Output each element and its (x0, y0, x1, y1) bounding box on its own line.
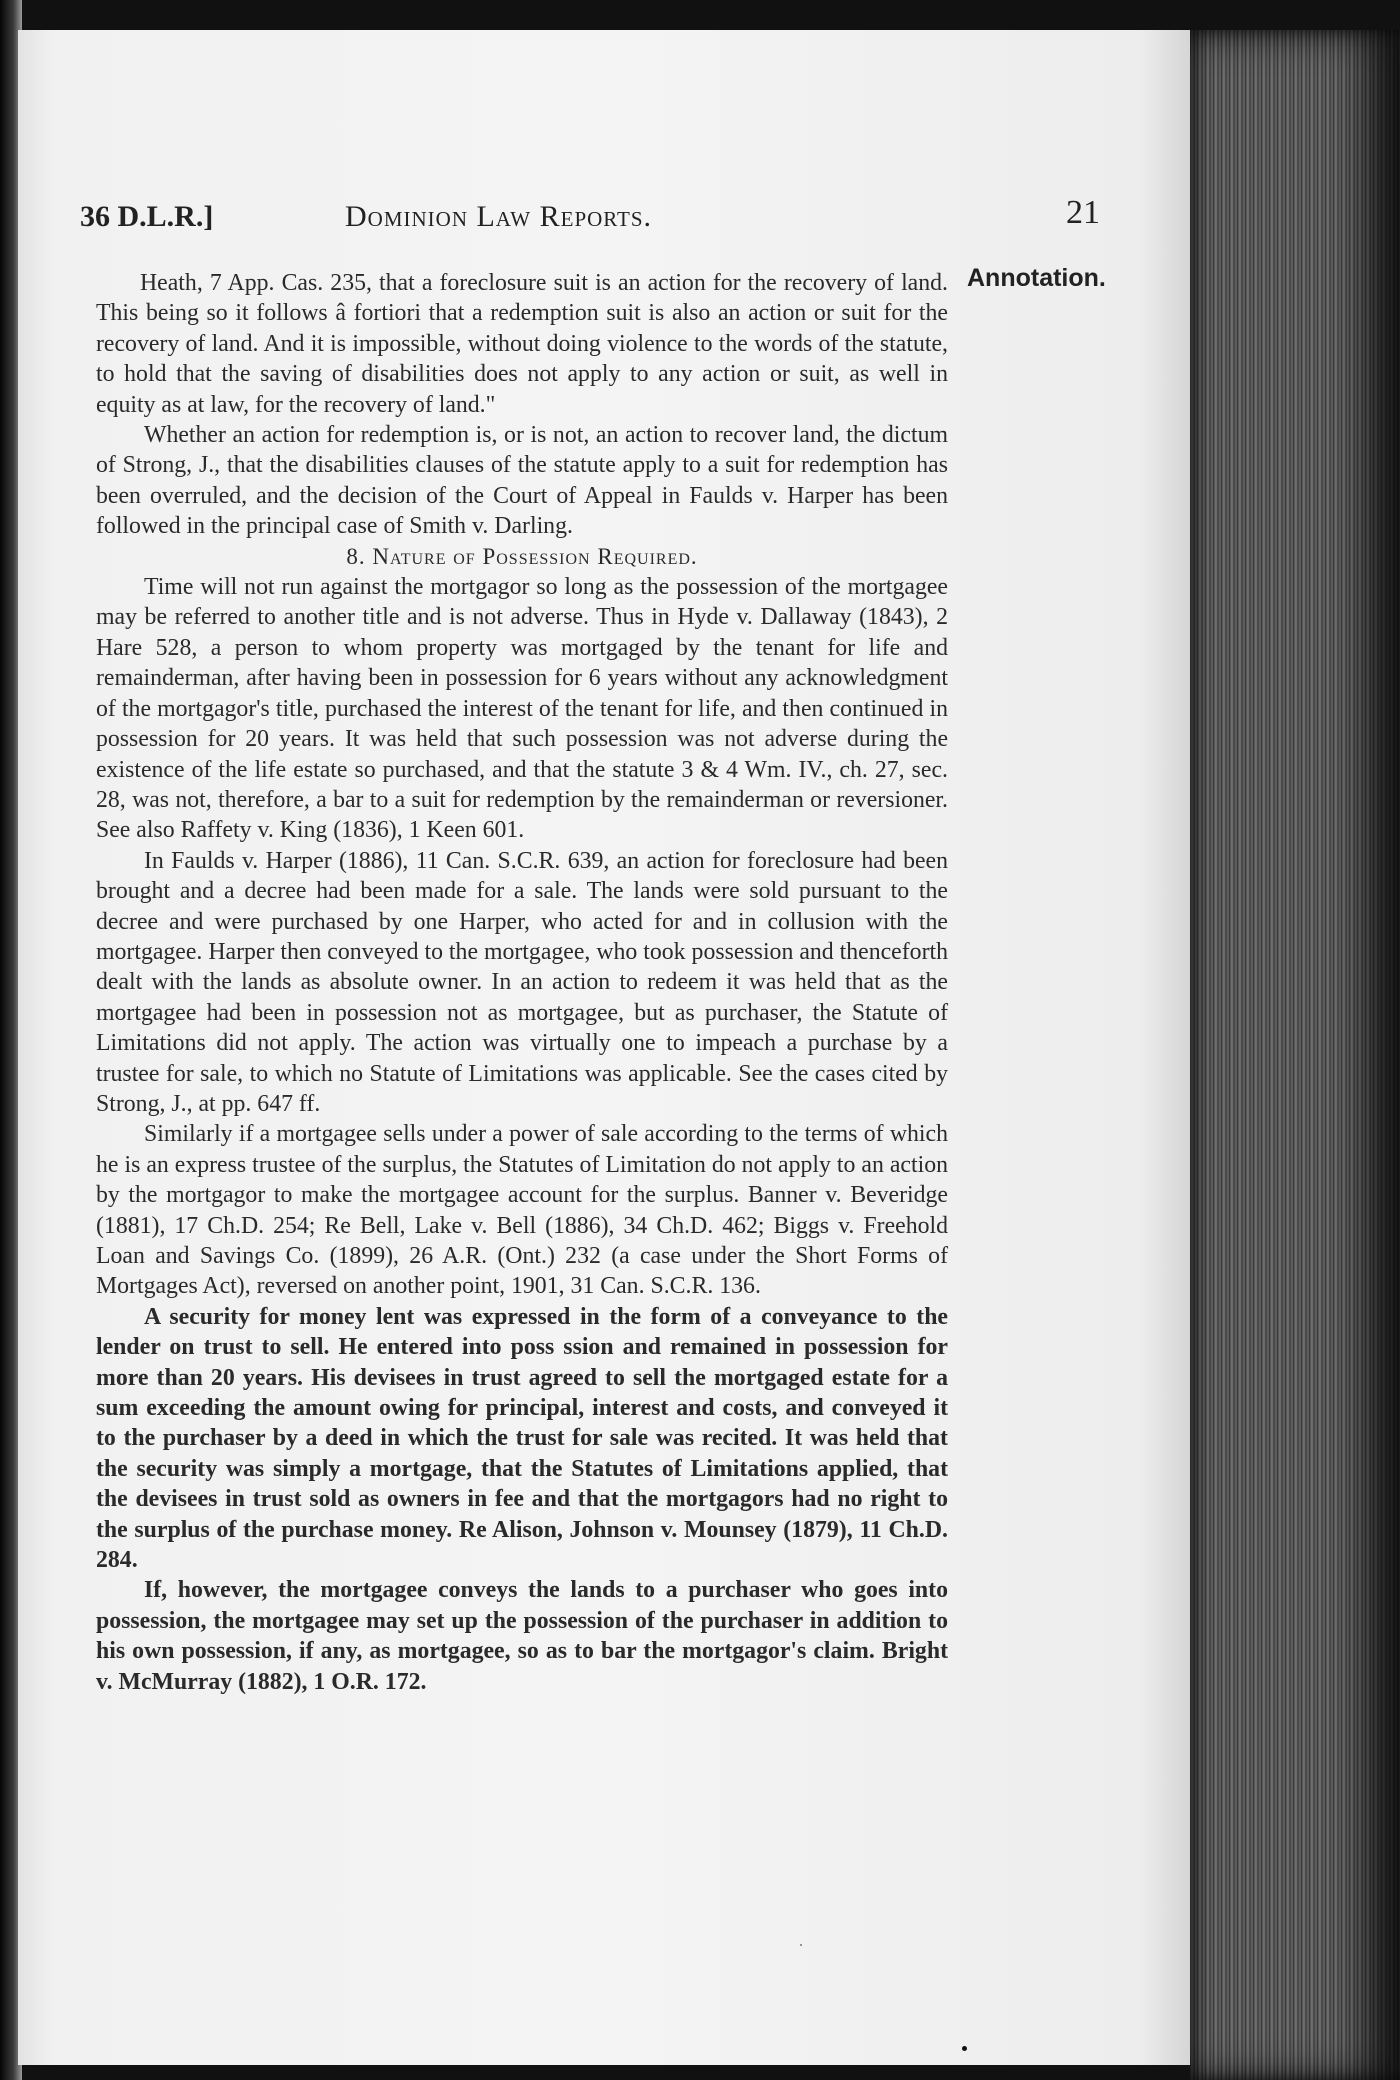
paragraph: Similarly if a mortgagee sells under a power of sale according to the terms of which he is an express trustee of the surplus, the Statutes of Limitation do not apply to an action by the mortgagor to make the mortgagee account for the surplus. Banner v. Beveridge (1881), 17 Ch.D. 254; Re Bell, Lake v. Bell (1886), 34 Ch.D. 462; Biggs v. Freehold Loan and Savings Co. (1899), 26 A.R. (Ont.) 232 (a case under the Short Forms of Mortgages Act), reversed on another point, 1901, 31 Can. S.C.R. 136. (96, 1121, 948, 1300)
paragraph: In Faulds v. Harper (1886), 11 Can. S.C.R. 639, an action for foreclosure had been brought and a decree had been made for a sale. The lands were sold pursuant to the decree and were purchased by one Harper, who acted for and in collusion with the mortgagee. Harper then conveyed to the mortgagee, who took possession and thenceforth dealt with the lands as absolute owner. In an action to redeem it was held that as the mortgagee had been in possession not as mortgagee, but as purchaser, the Statute of Limitations did not apply. The action was virtually one to impeach a purchase by a trustee for sale, to which no Statute of Limitations was applicable. See the cases cited by Strong, J., at pp. 647 ff. (96, 847, 948, 1117)
paragraph: If, however, the mortgagee conveys the lands to a purchaser who goes into possession, the mortgagee may set up the possession of the purchaser in addition to his own possession, if any, as mortgagee, so as to bar the mortgagor's claim. Bright v. McMurray (1882), 1 O.R. 172. (96, 1577, 948, 1695)
body-text (96, 268, 948, 1697)
page-number: 21 (1066, 194, 1100, 231)
section-heading: 8. Nature of Possession Required. (346, 543, 698, 569)
running-header (80, 194, 1100, 250)
paragraph-quote-continuation: Heath, 7 App. Cas. 235, that a foreclosure suit is an action for the recovery of land. This being so it follows â fortiori that a redemption suit is also an action or suit for the recovery of land. And it is impossible, without doing violence to the words of the statute, to hold that the saving of disabilities does not apply to any action or suit, as well in equity as at law, for the recovery of land." (96, 270, 948, 418)
journal-title: Dominion Law Reports. (345, 200, 653, 233)
paragraph: Time will not run against the mortgagor so long as the possession of the mortgagee may be referred to another title and is not adverse. Thus in Hyde v. Dallaway (1843), 2 Hare 528, a person to whom property was mortgaged by the tenant for life and remainderman, after having been in possession for 6 years without any acknowledgment of the mortgagor's title, purchased the interest of the tenant for life, and then continued in possession for 20 years. It was held that such possession was not adverse during the existence of the life estate so purchased, and that the statute 3 & 4 Wm. IV., ch. 27, sec. 28, was not, therefore, a bar to a suit for redemption by the remainderman or reversioner. See also Raffety v. King (1836), 1 Keen 601. (96, 574, 948, 844)
page-dot (962, 2046, 967, 2051)
paragraph: A security for money lent was expressed in the form of a conveyance to the lender on trust to sell. He entered into poss ssion and remained in possession for more than 20 years. His devisees in trust agreed to sell the mortgaged estate for a sum exceeding the amount owing for principal, interest and costs, and conveyed it to the purchaser by a deed in which the trust for sale was recited. It was held that the security was simply a mortgage, that the Statutes of Limitations applied, that the devisees in trust sold as owners in fee and that the mortgagors had no right to the surplus of the purchase money. Re Alison, Johnson v. Mounsey (1879), 11 Ch.D. 284. (96, 1303, 948, 1574)
page-stack-edges (1190, 30, 1400, 2080)
volume-reference: 36 D.L.R.] (80, 200, 214, 233)
annotation-side-note: Annotation. (967, 264, 1106, 292)
page-speck (800, 1944, 802, 1946)
paragraph: Whether an action for redemption is, or is not, an action to recover land, the dictum of Strong, J., that the disabilities clauses of the statute apply to a suit for redemption has been overruled, and the decision of the Court of Appeal in Faulds v. Harper has been followed in the principal case of Smith v. Darling. (96, 422, 948, 540)
